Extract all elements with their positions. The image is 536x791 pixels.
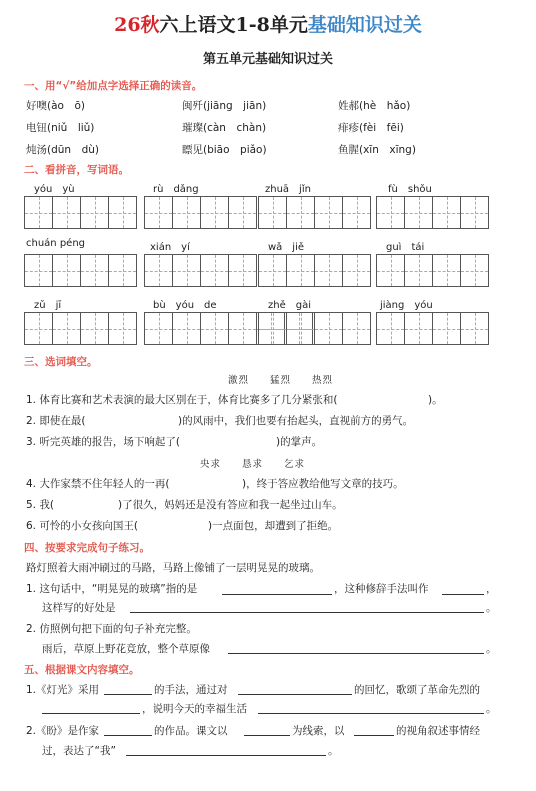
answer-blank[interactable] [442,594,484,595]
question-text-end: )。 [428,394,443,406]
question-text: 的回忆，歌颂了革命先烈的 [354,684,480,696]
banner-title [0,10,536,37]
answer-blank[interactable] [104,694,152,695]
question-text: ， [486,583,497,595]
banner-topic: 基础知识过关 [307,14,422,36]
answer-blank[interactable] [258,713,484,714]
section-4-heading: 四、按要求完成句子练习。 [24,542,150,554]
question-text: 1. 这句话中，“明晃晃的玻璃”指的是 [26,583,198,595]
question-text-end: )的风雨中，我们也要有抬起头，直视前方的勇气。 [178,415,414,427]
write-box[interactable] [258,254,371,287]
question-text-end: )一点面包，却遭到了拒绝。 [208,520,339,532]
answer-blank[interactable] [104,735,152,736]
question-text: 的视角叙述事情经 [396,725,480,737]
question-text: ，这种修辞手法叫作 [334,583,429,595]
pinyin-label: wǎ jiě [268,242,305,253]
answer-blank[interactable] [126,755,326,756]
pinyin-label: zhě gài [268,300,311,311]
pinyin-label: xián yí [150,242,190,253]
answer-blank[interactable] [238,694,352,695]
question-text: 2.《盼》是作家 [26,725,100,737]
banner-season: 26秋 [114,14,160,36]
answer-blank[interactable] [42,713,140,714]
question-text: 3. 听完英雄的报告，场下响起了( [26,436,180,448]
question-text: 2. 即使在最( [26,415,86,427]
question-text-end: )了很久，妈妈还是没有答应和我一起坐过山车。 [118,499,343,511]
question-text: 。 [328,745,339,757]
pinyin-label: jiàng yóu [380,300,433,311]
write-box[interactable] [376,196,489,229]
section-3-heading: 三、选词填空。 [24,356,98,368]
question-text: ，说明今天的幸福生活 [142,703,247,715]
s1-item: 瞟见(biāo piǎo) [182,144,267,156]
s1-item: 鱼腥(xīn xīng) [338,144,416,156]
write-box[interactable] [258,312,371,345]
write-box[interactable] [376,312,489,345]
answer-blank[interactable] [244,735,290,736]
word-options: 央求 恳求 乞求 [200,459,306,470]
question-text: 过，表达了“我” [42,745,116,757]
question-text-end: )，终于答应教给他写文章的技巧。 [242,478,404,490]
s1-item: 炖汤(dūn dù) [26,144,99,156]
write-box[interactable] [376,254,489,287]
banner-subject: 六上语文1-8单元 [159,14,308,36]
section-1-heading: 一、用“√”给加点字选择正确的读音。 [24,80,203,92]
question-text: 。 [486,703,497,715]
write-box[interactable] [24,254,137,287]
s1-item: 闽歼(jiāng jiān) [182,100,267,112]
write-box[interactable] [144,254,257,287]
write-box[interactable] [258,196,371,229]
answer-blank[interactable] [130,612,484,613]
pinyin-label: zǔ jī [34,300,62,311]
section-2-heading: 二、看拼音，写词语。 [24,164,129,176]
pinyin-label: guì tái [386,242,425,253]
question-text: 。 [486,602,497,614]
section-5-heading: 五、根据课文内容填空。 [24,664,140,676]
question-text: 的手法，通过对 [154,684,228,696]
example-sentence: 路灯照着大雨冲刷过的马路，马路上像铺了一层明晃晃的玻璃。 [26,562,320,574]
question-text: 5. 我( [26,499,54,511]
pinyin-label: yóu yù [34,184,75,195]
pinyin-label: zhuā jǐn [265,184,311,195]
pinyin-label: rù dǎng [153,184,199,195]
s1-item: 璀璨(càn chàn) [182,122,267,134]
page-title: 第五单元基础知识过关 [202,52,333,67]
write-box[interactable] [144,196,257,229]
pinyin-label: fù shǒu [388,184,432,195]
s1-item: 痱疹(fèi fēi) [338,122,404,134]
question-text: 。 [486,643,497,655]
answer-blank[interactable] [354,735,394,736]
question-text: 这样写的好处是 [42,602,116,614]
s1-item: 电钮(niǔ liǔ) [26,122,95,134]
question-text: 4. 大作家禁不住年轻人的一再( [26,478,170,490]
question-text: 的作品。课文以 [154,725,228,737]
answer-blank[interactable] [228,653,484,654]
s1-item: 姓郝(hè hǎo) [338,100,411,112]
write-box[interactable] [24,196,137,229]
question-text: 2. 仿照例句把下面的句子补充完整。 [26,623,197,635]
question-text: 1.《灯光》采用 [26,684,100,696]
answer-blank[interactable] [222,594,332,595]
pinyin-label: bù yóu de [153,300,217,311]
question-text: 6. 可怜的小女孩向国王( [26,520,138,532]
question-text-end: )的掌声。 [276,436,323,448]
s1-item: 好噢(ào ō) [26,100,85,112]
word-options: 激烈 猛烈 热烈 [228,375,334,386]
question-text: 为线索，以 [292,725,345,737]
question-text: 1. 体育比赛和艺术表演的最大区别在于，体育比赛多了几分紧张和( [26,394,338,406]
write-box[interactable] [24,312,137,345]
question-text: 雨后，草原上野花竞放，整个草原像 [42,643,210,655]
pinyin-label: chuán péng [26,238,86,249]
